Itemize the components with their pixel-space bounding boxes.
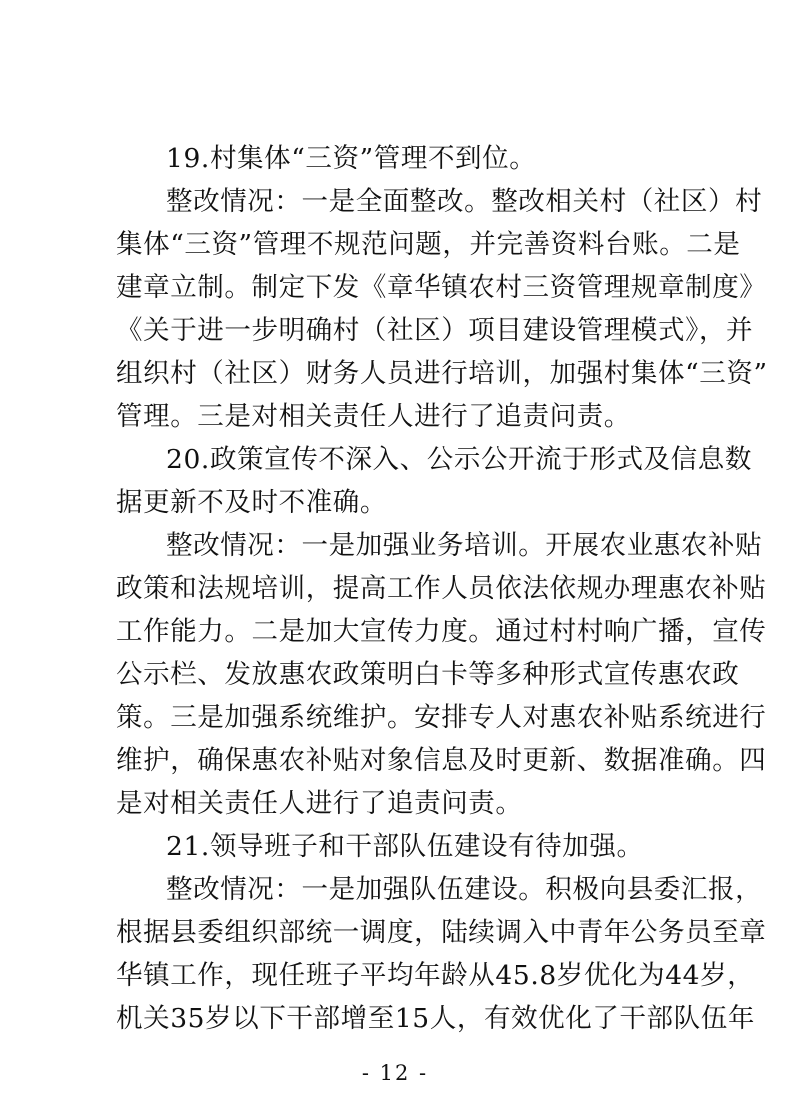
section-heading-20: 20.政策宣传不深入、公示公开流于形式及信息数	[166, 444, 752, 475]
section-heading-19: 19.村集体“三资”管理不到位。	[166, 143, 537, 174]
paragraph-line: 维护，确保惠农补贴对象信息及时更新、数据准确。四	[116, 745, 767, 776]
page-number: - 12 -	[361, 1061, 429, 1085]
paragraph-line: 策。三是加强系统维护。安排专人对惠农补贴系统进行	[116, 702, 767, 733]
paragraph-line: 集体“三资”管理不规范问题，并完善资料台账。二是	[116, 229, 741, 260]
paragraph-line: 整改情况：一是全面整改。整改相关村（社区）村	[166, 186, 763, 217]
paragraph-line: 工作能力。二是加大宣传力度。通过村村响广播，宣传	[116, 616, 767, 647]
paragraph-line: 整改情况：一是加强队伍建设。积极向县委汇报，	[166, 874, 763, 905]
paragraph-line: 机关35岁以下干部增至15人，有效优化了干部队伍年	[116, 1003, 755, 1034]
paragraph-line: 建章立制。制定下发《章华镇农村三资管理规章制度》	[116, 272, 767, 303]
paragraph-line: 组织村（社区）财务人员进行培训，加强村集体“三资”	[116, 358, 768, 389]
paragraph-line: 根据县委组织部统一调度，陆续调入中青年公务员至章	[116, 917, 767, 948]
paragraph-line: 公示栏、发放惠农政策明白卡等多种形式宣传惠农政	[116, 659, 740, 690]
paragraph-line: 管理。三是对相关责任人进行了追责问责。	[116, 401, 631, 432]
paragraph-line: 华镇工作，现任班子平均年龄从45.8岁优化为44岁，	[116, 960, 755, 991]
paragraph-line: 《关于进一步明确村（社区）项目建设管理模式》，并	[116, 315, 754, 346]
paragraph-line: 整改情况：一是加强业务培训。开展农业惠农补贴	[166, 530, 763, 561]
section-heading-21: 21.领导班子和干部队伍建设有待加强。	[166, 831, 644, 862]
section-heading-20-continued: 据更新不及时不准确。	[116, 487, 387, 518]
paragraph-line: 政策和法规培训，提高工作人员依法依规办理惠农补贴	[116, 573, 767, 604]
paragraph-line: 是对相关责任人进行了追责问责。	[116, 788, 523, 819]
